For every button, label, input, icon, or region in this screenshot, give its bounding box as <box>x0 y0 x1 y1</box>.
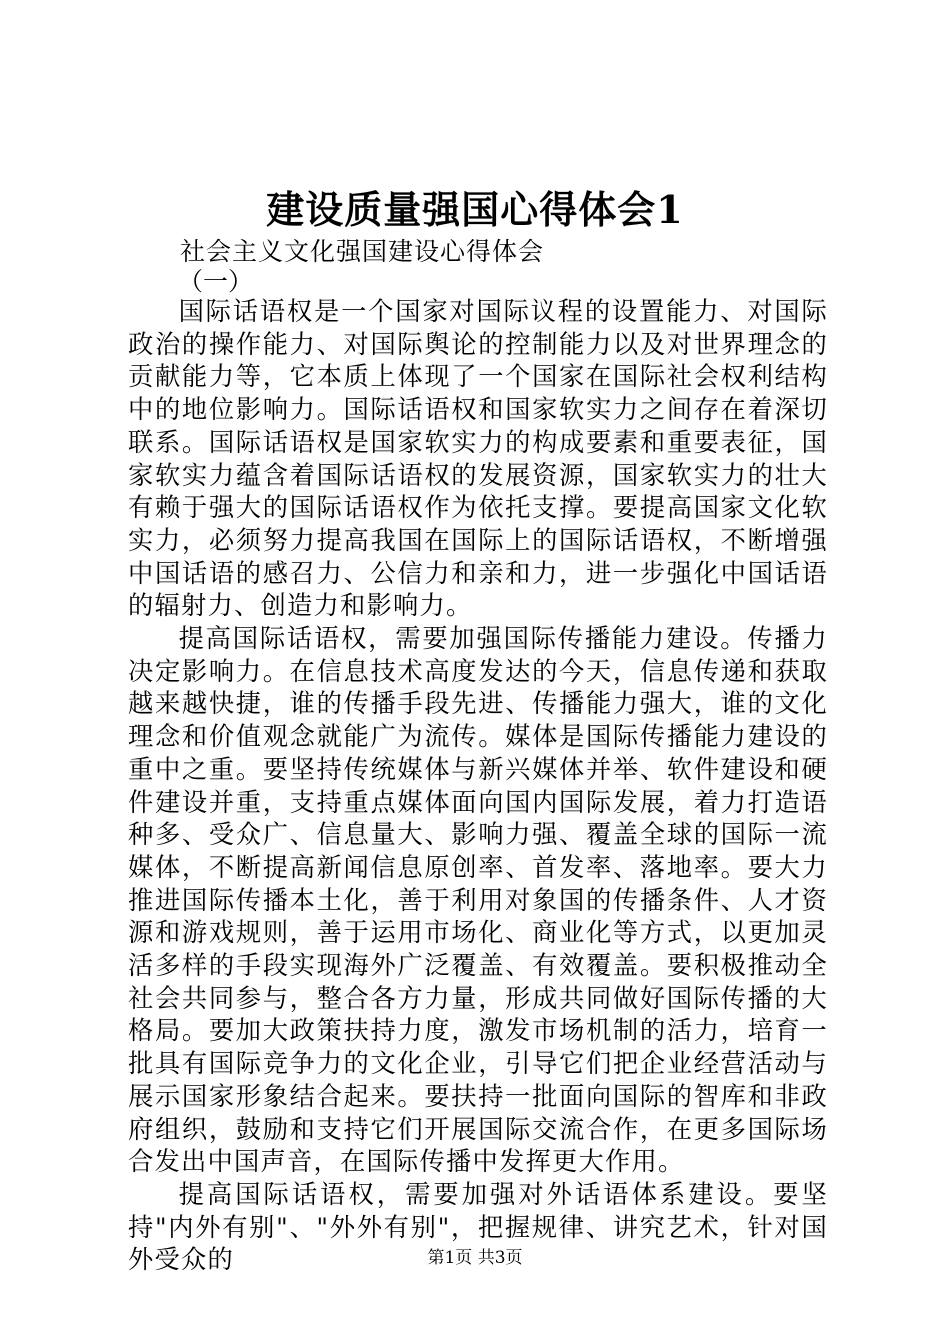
paragraph: 提高国际话语权，需要加强对外话语体系建设。要坚持"内外有别"、"外外有别"，把握规律、讲究艺术，针对国外受众的 <box>128 1179 828 1275</box>
document-body <box>128 296 828 1277</box>
page-footer: 第1页 共3页 <box>427 1248 523 1268</box>
document-title: 建设质量强国心得体会1 <box>266 187 684 232</box>
section-number: （一） <box>178 267 254 296</box>
paragraph: 提高国际话语权，需要加强国际传播能力建设。传播力决定影响力。在信息技术高度发达的今天，信息传递和获取越来越快捷，谁的传播手段先进、传播能力强大，谁的文化理念和价值观念就能广为流传。媒体是国际传播能力建设的重中之重。要坚持传统媒体与新兴媒体并举、软件建设和硬件建设并重，支持重点媒体面向国内国际发展，着力打造语种多、受众广、信息量大、影响力强、覆盖全球的国际一流媒体，不断提高新闻信息原创率、首发率、落地率。要大力推进国际传播本土化，善于利用对象国的传播条件、人才资源和游戏规则，善于运用市场化、商业化等方式，以更加灵活多样的手段实现海外广泛覆盖、有效覆盖。要积极推动全社会共同参与，整合各方力量，形成共同做好国际传播的大格局。要加大政策扶持力度，激发市场机制的活力，培育一批具有国际竞争力的文化企业，引导它们把企业经营活动与展示国家形象结合起来。要扶持一批面向国际的智库和非政府组织，鼓励和支持它们开展国际交流合作，在更多国际场合发出中国声音，在国际传播中发挥更大作用。 <box>128 624 828 1177</box>
paragraph: 国际话语权是一个国家对国际议程的设置能力、对国际政治的操作能力、对国际舆论的控制能力以及对世界理念的贡献能力等，它本质上体现了一个国家在国际社会权利结构中的地位影响力。国际话语权和国家软实力之间存在着深切联系。国际话语权是国家软实力的构成要素和重要表征，国家软实力蕴含着国际话语权的发展资源，国家软实力的壮大有赖于强大的国际话语权作为依托支撑。要提高国家文化软实力，必须努力提高我国在国际上的国际话语权，不断增强中国话语的感召力、公信力和亲和力，进一步强化中国话语的辐射力、创造力和影响力。 <box>128 297 828 621</box>
document-subtitle: 社会主义文化强国建设心得体会 <box>180 237 545 266</box>
